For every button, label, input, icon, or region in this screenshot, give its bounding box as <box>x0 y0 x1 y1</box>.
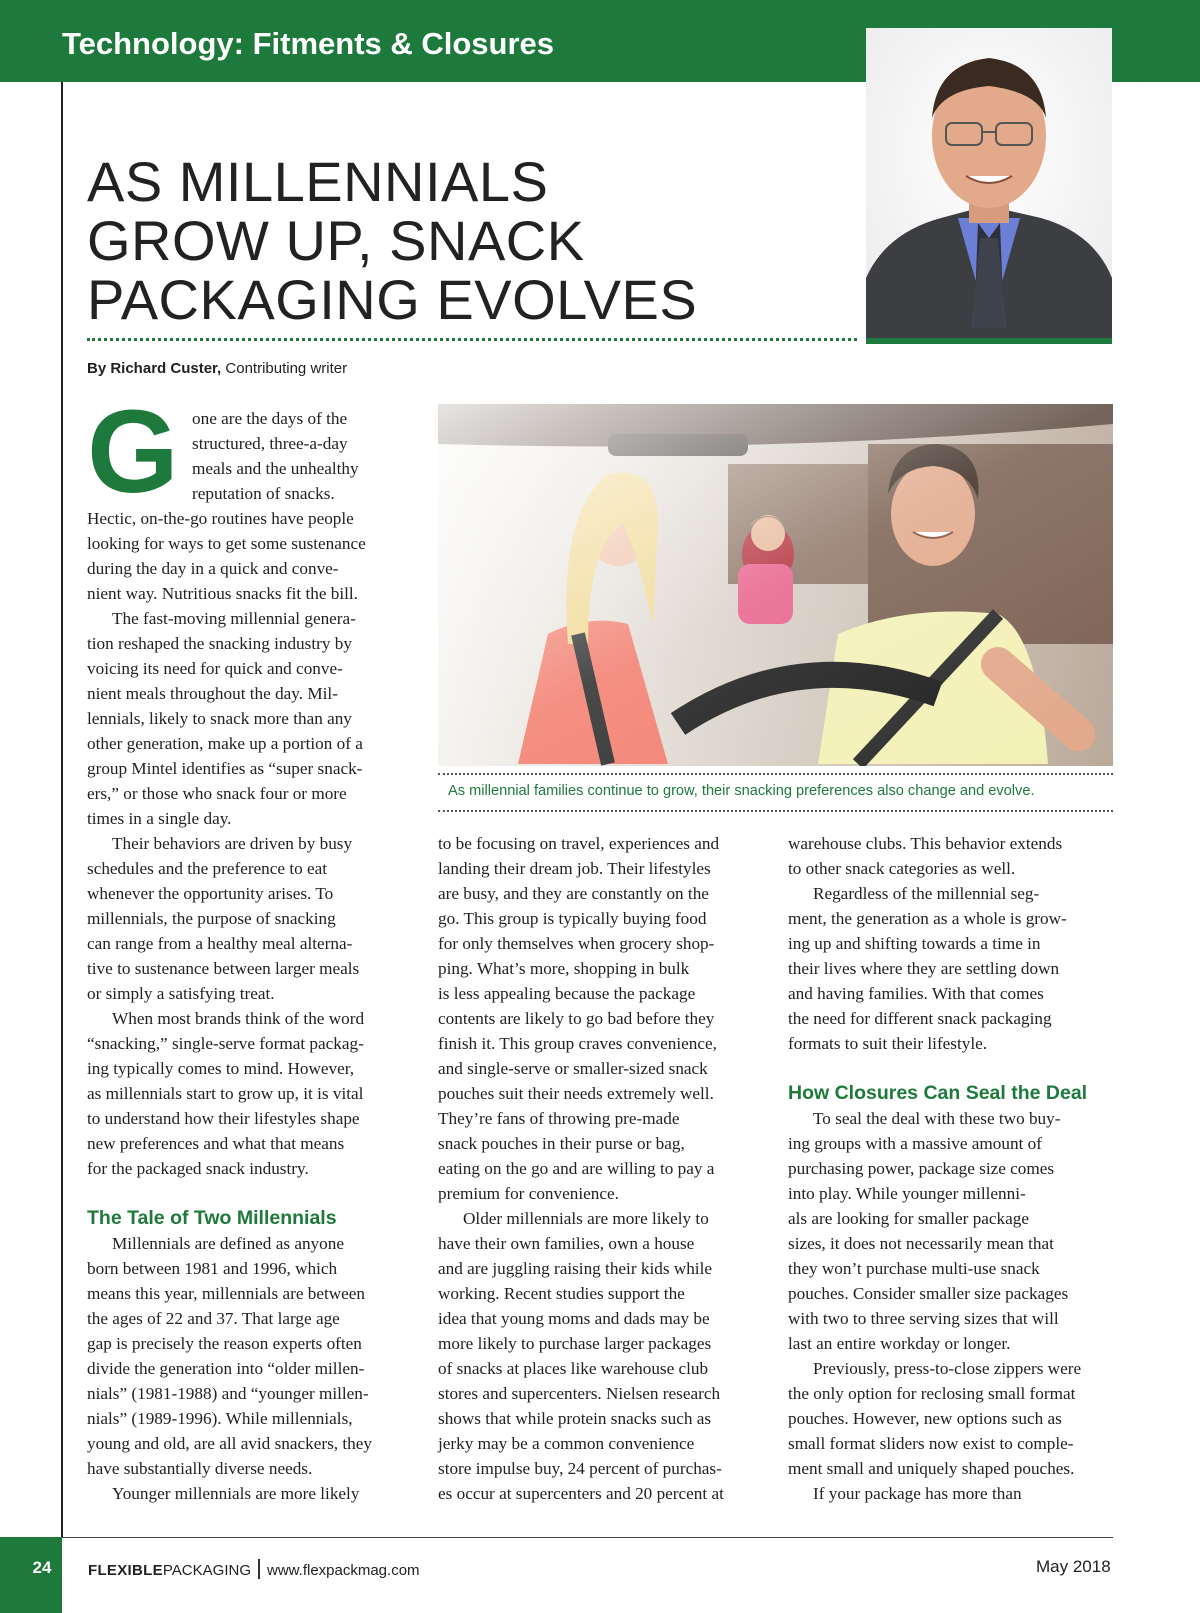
text-line: and having families. With that comes <box>788 984 1044 1003</box>
text-line: Older millennials are more likely to <box>463 1209 709 1228</box>
text-line: Hectic, on-the-go routines have people <box>87 509 354 528</box>
text-line: for the packaged snack industry. <box>87 1159 309 1178</box>
issue-date: May 2018 <box>1036 1557 1111 1576</box>
text-line: Younger millennials are more likely <box>112 1484 360 1503</box>
text-line: millennials, the purpose of snacking <box>87 909 336 928</box>
headline <box>87 152 787 329</box>
author-portrait <box>866 28 1112 338</box>
text-line: When most brands think of the word <box>112 1009 365 1028</box>
byline-author: By Richard Custer, <box>87 360 222 377</box>
text-line: meals and the unhealthy <box>192 459 359 478</box>
text-line: ment small and uniquely shaped pouches. <box>788 1459 1075 1478</box>
text-line: looking for ways to get some sustenance <box>87 534 366 553</box>
text-line: have substantially diverse needs. <box>87 1459 313 1478</box>
text-line: of snacks at places like warehouse club <box>438 1359 709 1378</box>
text-line: landing their dream job. Their lifestyles <box>438 859 711 878</box>
text-line: Previously, press-to-close zippers were <box>813 1359 1082 1378</box>
page-number: 24 <box>32 1558 52 1577</box>
text-line: snack pouches in their purse or bag, <box>438 1134 685 1153</box>
text-line: ing up and shifting towards a time in <box>788 934 1041 953</box>
text-line: ing typically comes to mind. However, <box>87 1059 355 1078</box>
text-line: group Mintel identifies as “super snack- <box>87 759 363 778</box>
caption-divider-bottom <box>438 810 1113 812</box>
text-line: nials” (1981-1988) and “younger millen- <box>87 1384 369 1403</box>
subhead-closures: How Closures Can Seal the Deal <box>788 1082 1088 1104</box>
text-line: or simply a satisfying treat. <box>87 984 275 1003</box>
footer-rule <box>61 1537 1113 1538</box>
paragraph <box>788 1106 1118 1356</box>
text-line: eating on the go and are willing to pay a <box>438 1159 715 1178</box>
text-line: lennials, likely to snack more than any <box>87 709 352 728</box>
paragraph <box>87 1006 417 1181</box>
column-2 <box>438 831 768 1506</box>
paragraph <box>87 1231 417 1481</box>
headline-line: AS MILLENNIALS <box>87 150 549 213</box>
paragraph <box>788 1356 1118 1481</box>
paragraph <box>87 831 417 1006</box>
footer-publication <box>88 1559 420 1579</box>
headline-divider <box>87 338 857 341</box>
text-line: times in a single day. <box>87 809 232 828</box>
text-line: and single-serve or smaller-sized snack <box>438 1059 708 1078</box>
text-line: schedules and the preference to eat <box>87 859 328 878</box>
text-line: go. This group is typically buying food <box>438 909 707 928</box>
text-line: the only option for reclosing small format <box>788 1384 1076 1403</box>
text-line: their lives where they are settling down <box>788 959 1060 978</box>
text-line: born between 1981 and 1996, which <box>87 1259 338 1278</box>
text-line: warehouse clubs. This behavior extends <box>788 834 1063 853</box>
text-line: contents are likely to go bad before they <box>438 1009 715 1028</box>
text-line: into play. While younger millenni- <box>788 1184 1026 1203</box>
text-line: ers,” or those who snack four or more <box>87 784 347 803</box>
author-portrait-image <box>866 28 1112 338</box>
text-line: and are juggling raising their kids while <box>438 1259 712 1278</box>
footer-url[interactable]: www.flexpackmag.com <box>266 1562 420 1579</box>
headline-line: GROW UP, SNACK <box>87 209 585 272</box>
text-line: more likely to purchase larger packages <box>438 1334 712 1353</box>
section-title: Technology: Fitments & Closures <box>62 26 555 61</box>
text-line: stores and supercenters. Nielsen research <box>438 1384 721 1403</box>
drop-cap: G <box>87 386 179 518</box>
text-line: new preferences and what that means <box>87 1134 345 1153</box>
text-line: formats to suit their lifestyle. <box>788 1034 988 1053</box>
text-line: “snacking,” single-serve format packag- <box>87 1034 364 1053</box>
text-line: during the day in a quick and conve- <box>87 559 339 578</box>
text-line: to other snack categories as well. <box>788 859 1016 878</box>
text-line: whenever the opportunity arises. To <box>87 884 334 903</box>
text-line: Millennials are defined as anyone <box>112 1234 344 1253</box>
text-line: gap is precisely the reason experts often <box>87 1334 362 1353</box>
text-line: They’re fans of throwing pre-made <box>438 1109 680 1128</box>
magazine-name-bold: FLEXIBLE <box>88 1562 163 1579</box>
text-line: sizes, it does not necessarily mean that <box>788 1234 1054 1253</box>
text-line: If your package has more than <box>813 1484 1022 1503</box>
paragraph <box>87 606 417 831</box>
column-3 <box>788 831 1118 1506</box>
text-line: working. Recent studies support the <box>438 1284 685 1303</box>
paragraph <box>438 831 768 1206</box>
intro-paragraph <box>87 406 417 606</box>
paragraph <box>87 1481 417 1506</box>
text-line: nials” (1989-1996). While millennials, <box>87 1409 353 1428</box>
text-line: tion reshaped the snacking industry by <box>87 634 352 653</box>
text-line: pouches. Consider smaller size packages <box>788 1284 1069 1303</box>
footer-separator <box>258 1559 260 1579</box>
portrait-accent-bar <box>866 338 1112 344</box>
text-line: als are looking for smaller package <box>788 1209 1030 1228</box>
text-line: for only themselves when grocery shop- <box>438 934 715 953</box>
text-line: can range from a healthy meal alterna- <box>87 934 353 953</box>
magazine-name-light: PACKAGING <box>162 1562 251 1579</box>
text-line: divide the generation into “older millen- <box>87 1359 365 1378</box>
text-line: Regardless of the millennial seg- <box>813 884 1040 903</box>
paragraph <box>788 1481 1118 1506</box>
text-line: one are the days of the <box>192 409 348 428</box>
text-line: means this year, millennials are between <box>87 1284 366 1303</box>
paragraph <box>788 831 1118 881</box>
text-line: small format sliders now exist to comple- <box>788 1434 1074 1453</box>
text-line: ping. What’s more, shopping in bulk <box>438 959 690 978</box>
text-line: voicing its need for quick and conve- <box>87 659 343 678</box>
text-line: to understand how their lifestyles shape <box>87 1109 360 1128</box>
text-line: ing groups with a massive amount of <box>788 1134 1042 1153</box>
text-line: they won’t purchase multi-use snack <box>788 1259 1040 1278</box>
text-line: reputation of snacks. <box>192 484 335 503</box>
column-1 <box>87 406 417 1506</box>
text-line: idea that young moms and dads may be <box>438 1309 710 1328</box>
text-line: The fast-moving millennial genera- <box>112 609 356 628</box>
text-line: tive to sustenance between larger meals <box>87 959 360 978</box>
text-line: nient meals throughout the day. Mil- <box>87 684 338 703</box>
text-line: as millennials start to grow up, it is vital <box>87 1084 364 1103</box>
family-car-photo-image <box>438 404 1113 766</box>
text-line: is less appealing because the package <box>438 984 696 1003</box>
family-car-photo <box>438 404 1113 766</box>
text-line: To seal the deal with these two buy- <box>813 1109 1061 1128</box>
left-rule <box>61 82 63 1537</box>
text-line: the need for different snack packaging <box>788 1009 1052 1028</box>
text-line: es occur at supercenters and 20 percent at <box>438 1484 724 1503</box>
text-line: young and old, are all avid snackers, they <box>87 1434 372 1453</box>
text-line: jerky may be a common convenience <box>438 1434 695 1453</box>
text-line: the ages of 22 and 37. That large age <box>87 1309 340 1328</box>
text-line: pouches suit their needs extremely well. <box>438 1084 714 1103</box>
text-line: last an entire workday or longer. <box>788 1334 1011 1353</box>
text-line: nient way. Nutritious snacks fit the bill. <box>87 584 358 603</box>
text-line: with two to three serving sizes that will <box>788 1309 1059 1328</box>
photo-caption: As millennial families continue to grow, their snacking preferences also change and evolve. <box>448 783 1035 799</box>
text-line: ment, the generation as a whole is grow- <box>788 909 1067 928</box>
text-line: purchasing power, package size comes <box>788 1159 1055 1178</box>
subhead-two-millennials: The Tale of Two Millennials <box>87 1207 337 1229</box>
paragraph <box>438 1206 768 1506</box>
text-line: have their own families, own a house <box>438 1234 695 1253</box>
text-line: other generation, make up a portion of a <box>87 734 363 753</box>
text-line: structured, three-a-day <box>192 434 348 453</box>
paragraph <box>788 881 1118 1056</box>
text-line: pouches. However, new options such as <box>788 1409 1062 1428</box>
caption-divider-top <box>438 773 1113 775</box>
text-line: to be focusing on travel, experiences and <box>438 834 720 853</box>
text-line: are busy, and they are constantly on the <box>438 884 709 903</box>
text-line: shows that while protein snacks such as <box>438 1409 712 1428</box>
text-line: premium for convenience. <box>438 1184 619 1203</box>
text-line: Their behaviors are driven by busy <box>112 834 353 853</box>
text-line: finish it. This group craves convenience, <box>438 1034 717 1053</box>
text-line: store impulse buy, 24 percent of purchas- <box>438 1459 722 1478</box>
byline <box>87 360 347 377</box>
headline-line: PACKAGING EVOLVES <box>87 268 698 331</box>
byline-role: Contributing writer <box>225 360 348 377</box>
